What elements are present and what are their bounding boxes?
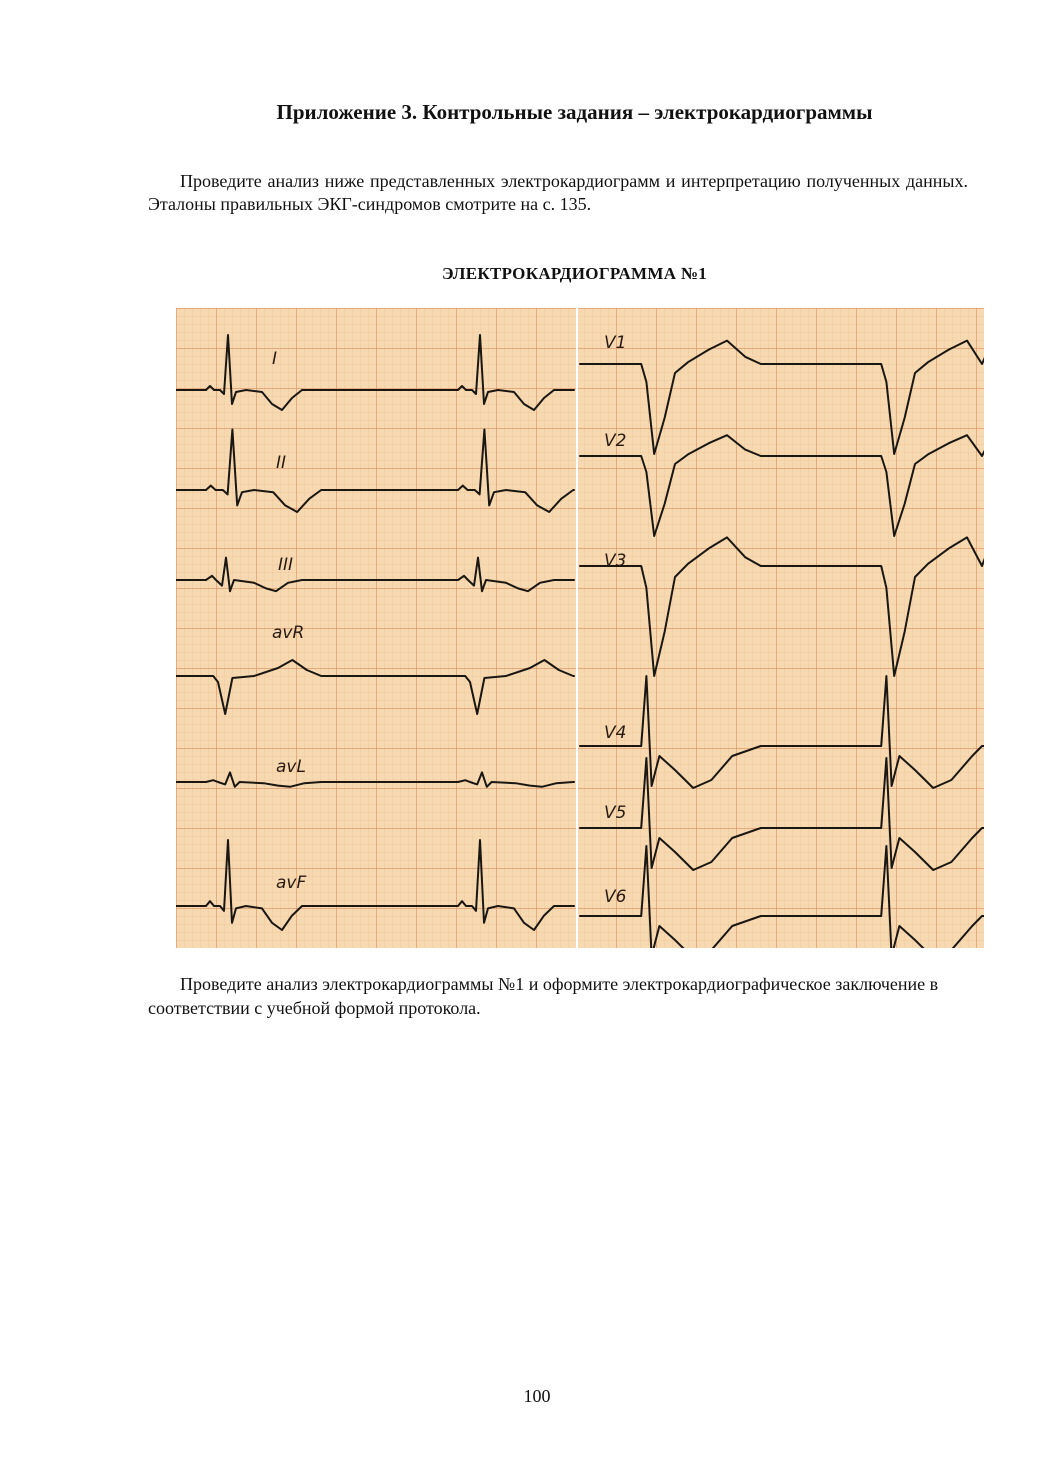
lead-label-v4: V4 xyxy=(604,723,627,743)
intro-paragraph: Проведите анализ ниже представленных электрокардиограмм и интерпретацию полученных данных. Эталоны правильных ЭКГ-синдромов смотрите на с. 135. xyxy=(148,171,968,214)
lead-label-v2: V2 xyxy=(604,431,627,451)
lead-label-v3: V3 xyxy=(604,551,627,571)
ecg-strip xyxy=(176,308,984,948)
ecg-title: ЭЛЕКТРОКАРДИОГРАММА №1 xyxy=(441,264,708,283)
lead-label-iii: III xyxy=(278,555,294,575)
page-number: 100 xyxy=(523,1386,551,1406)
lead-label-avf: avF xyxy=(276,873,307,893)
page-title: Приложение 3. Контрольные задания – электрокардиограммы xyxy=(276,100,873,124)
ecg-figure xyxy=(176,308,984,948)
lead-label-v5: V5 xyxy=(604,803,627,823)
lead-label-avl: avL xyxy=(276,757,306,777)
task-paragraph: Проведите анализ электрокардиограммы №1 и оформите электрокардиографическое заключение в соответствии с учебной формой протокола. xyxy=(148,974,939,1018)
lead-label-v1: V1 xyxy=(604,333,627,353)
lead-label-v6: V6 xyxy=(604,887,627,907)
lead-label-i: I xyxy=(272,349,278,369)
lead-label-ii: II xyxy=(276,453,287,473)
lead-label-avr: avR xyxy=(272,623,305,643)
